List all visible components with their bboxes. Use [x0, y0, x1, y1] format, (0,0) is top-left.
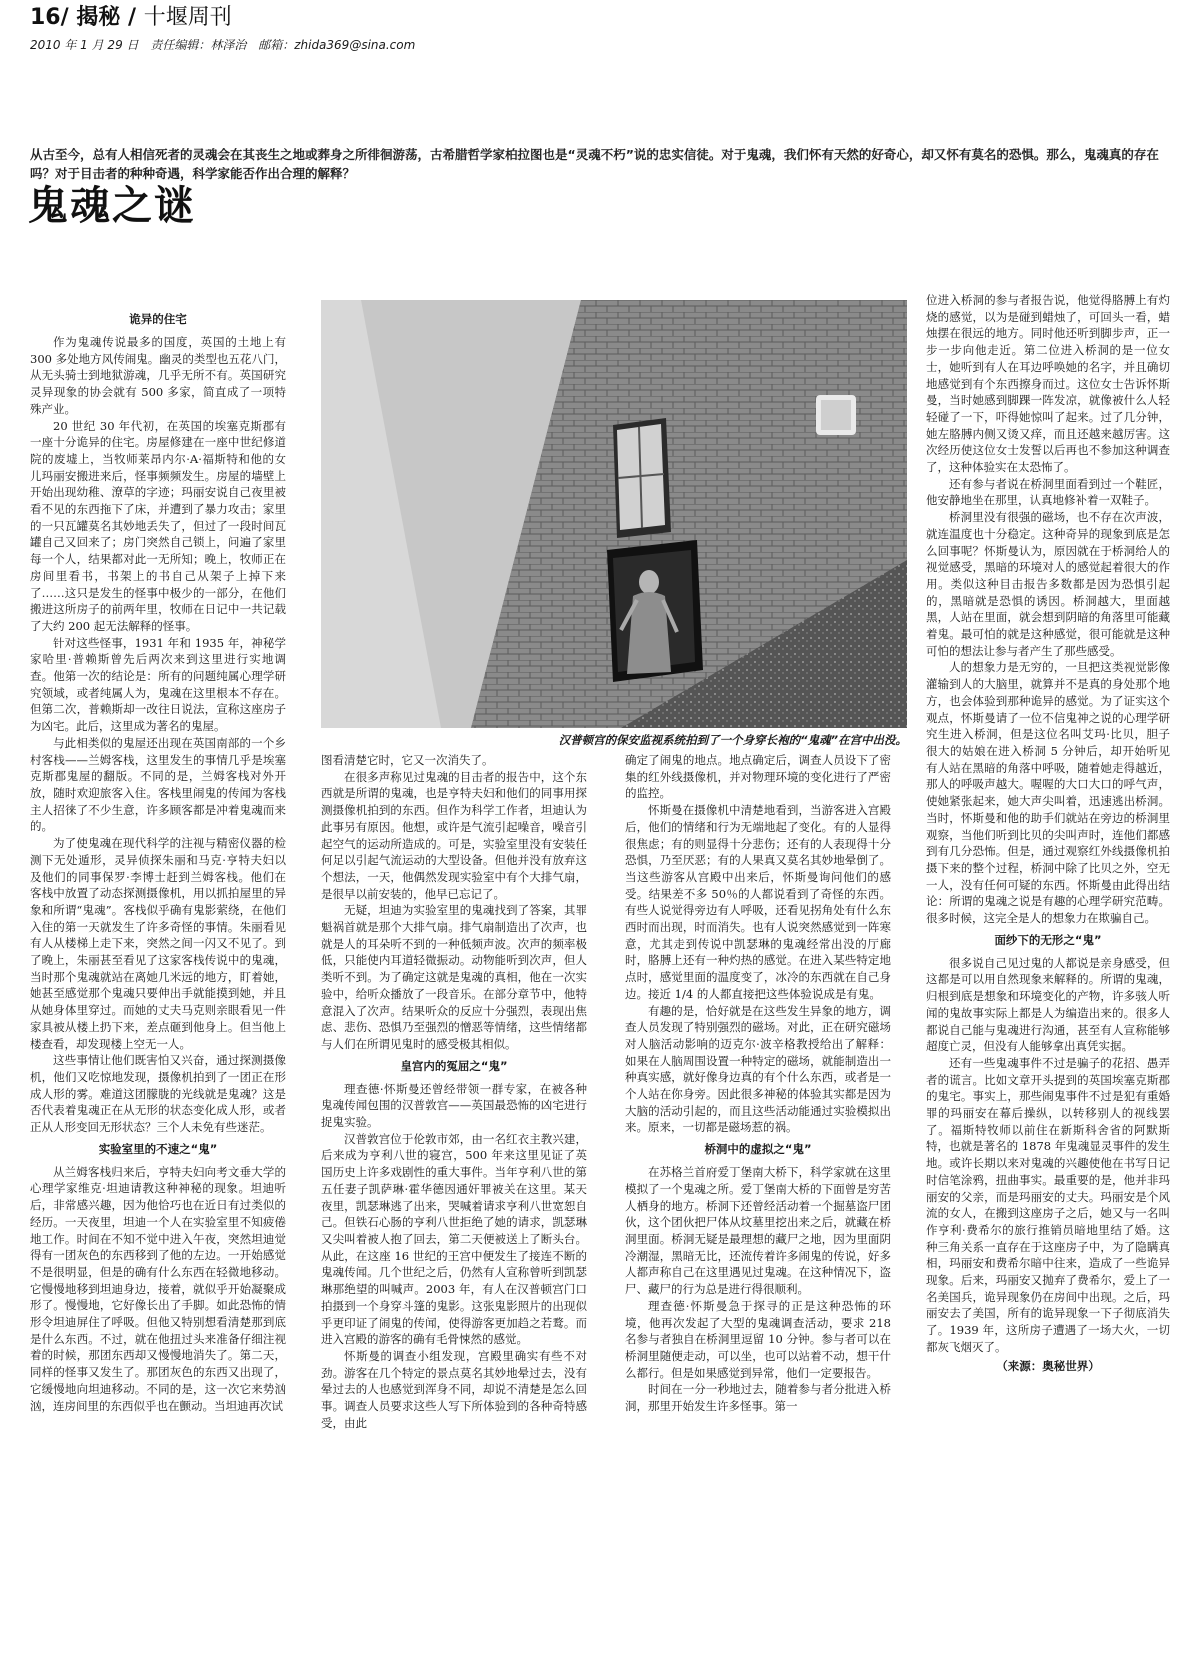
page-header: 16/ 揭秘 / 十堰周刊	[30, 5, 232, 30]
paragraph: 无疑，坦迪为实验室里的鬼魂找到了答案，其罪魁祸首就是那个大排气扇。排气扇制造出了次声，也就是人的耳朵听不到的一种低频声波。次声的频率极低，只能使内耳道轻微振动。动物能听到次声，但人类听不到。为了确定这就是鬼魂的真相，他在一次实验中，给听众播放了一段音乐。在部分章节中，他特意混入了次声。结果听众的反应十分强烈，表现出焦虑、悲伤、恐惧乃至强烈的憎恶等情绪，这些情绪都与人们在所谓见鬼时的感受极其相似。	[321, 903, 587, 1051]
editor-credit: 责任编辑：林泽治	[150, 38, 247, 52]
paragraph: 这些事情让他们既害怕又兴奋，通过探测摄像机，他们又吃惊地发现，摄像机拍到了一团正在形成人形的雾。难道这团朦胧的光线就是鬼魂？这是否代表着鬼魂正在从无形的状态变化成人形，或者正从人形变回无形状态？三个人未免有些迷茫。	[30, 1053, 286, 1135]
paragraph: 位进入桥洞的参与者报告说，他觉得胳膊上有灼烧的感觉，以为是碰到蜡烛了，可回头一看，蜡烛摆在很远的地方。同时他还听到脚步声，正一步一步向他走近。第二位进入桥洞的是一位女士，她听到有人在耳边呼唤她的名字，并且确切地感觉到有个东西擦身而过。这位女士告诉怀斯曼，当时她感到脚踝一阵发凉，就像被什么人轻轻碰了一下，吓得她惊叫了起来。过了几分钟，她左胳膊内侧又烫又痒，而且还越来越厉害。这次经历使这位女士发誓以后再也不参加这种调查了，这种体验实在太恐怖了。	[926, 293, 1170, 475]
headline: 鬼魂之谜	[28, 183, 196, 229]
page-number: 16	[30, 5, 61, 30]
paragraph: 桥洞里没有很强的磁场，也不存在次声波，就连温度也十分稳定。这种奇异的现象到底是怎么回事呢？怀斯曼认为，原因就在于桥洞给人的视觉感受，黑暗的环境对人的感觉起着很大的作用。类似这种目击报告多数都是因为恐惧引起的，黑暗就是恐惧的诱因。桥洞越大，里面越黑，人站在里面，就会想到阴暗的角落里可能藏着鬼。最可怕的就是这种感觉，很可能就是这种可怕的想法让参与者产生了那些感受。	[926, 510, 1170, 658]
paragraph: 理查德·怀斯曼还曾经带领一群专家，在被各种鬼魂传闻包围的汉普敦宫——英国最恐怖的凶宅进行捉鬼实验。	[321, 1081, 587, 1130]
section-heading: 面纱下的无形之“鬼”	[994, 932, 1102, 947]
paragraph: 理查德·怀斯曼急于探寻的正是这种恐怖的环境，他再次发起了大型的鬼魂调查活动，要求 218 名参与者独自在桥洞里逗留 10 分钟。参与者可以在桥洞里随便走动，可以坐，也可以站着不动，想干什么都行。但是如果感觉到异常，他们一定要报告。	[625, 1298, 891, 1380]
paragraph: 为了使鬼魂在现代科学的注视与精密仪器的检测下无处遁形，灵异侦探朱丽和马克·亨特夫妇以及他们的同事保罗·李博士赶到兰姆客栈。他们在客栈中放置了动态探测摄像机，用以抓拍屋里的异象和所谓“鬼魂”。客栈似乎确有鬼影萦绕，在他们入住的第一天就发生了许多奇怪的事情。朱丽看见有人从楼梯上走下来，突然之间一闪又不见了。到了晚上，朱丽甚至看见了这家客栈传说中的鬼魂，当时那个鬼魂就站在离她几米远的地方，盯着她，她甚至感觉那个鬼魂只要伸出手就能摸到她，并且从她身体里穿过。而她的丈夫马克则亲眼看见一件家具被从楼上扔下来，差点砸到他身上。但当他上楼查看，却发现楼上空无一人。	[30, 836, 286, 1051]
paragraph: 人的想象力是无穷的，一旦把这类视觉影像灌输到人的大脑里，就算并不是真的身处那个地方，也会体验到那种诡异的感觉。为了证实这个观点，怀斯曼请了一位不信鬼神之说的心理学研究生进入桥洞，但是这位名叫艾玛·比贝，胆子很大的姑娘在进入桥洞 5 分钟后，却开始听见有人站在黑暗的角落中呼吸，随着她走得越近，那人的呼吸声越大。喔喔的大口大口的呼气声，使她紧张起来，她大声尖叫着，迅速逃出桥洞。当时，怀斯曼和他的助手们就站在旁边的桥洞里观察，当他们听到比贝的尖叫声时，连他们都感到有几分恐怖。但是，通过观察红外线摄像机拍摄下来的整个过程，桥洞中除了比贝之外，空无一人，没有任何可疑的东西。怀斯曼由此得出结论：所谓的鬼魂之说是有趣的心理学研究范畴。很多时候，这完全是人的想象力在欺骗自己。	[926, 660, 1170, 926]
lead-paragraph: 从古至今，总有人相信死者的灵魂会在其丧生之地或葬身之所徘徊游荡，古希腊哲学家柏拉图也是“灵魂不朽”说的忠实信徒。对于鬼魂，我们怀有天然的好奇心，却又怀有莫名的恐惧。那么，鬼魂真的存在吗？对于目击者的种种奇遇，科学家能否作出合理的解释？	[30, 147, 1159, 181]
paragraph: 怀斯曼在摄像机中清楚地看到，当游客进入宫殿后，他们的情绪和行为无端地起了变化。有的人显得很焦虑；有的则显得十分悲伤；还有的人表现得十分恐惧，乃至厌恶；有的人果真又莫名其妙地晕倒了。当这些游客从宫殿中出来后，怀斯曼询问他们的感受。结果差不多 50％的人都说看到了奇怪的东西。有些人说觉得旁边有人呼吸，还看见拐角处有什么东西时而出现，时而消失。也有人说突然感觉到一阵寒意，尤其走到传说中凯瑟琳的鬼魂经常出没的厅廊时，胳膊上还有一种灼热的感觉。在进入某些特定地点时，感觉里面的温度变了，冰冷的东西就在自己身边。接近 1/4 的人都直接把这些体验说成是有鬼。	[625, 803, 891, 1001]
photo-caption: 汉普顿宫的保安监视系统拍到了一个身穿长袍的“鬼魂”在宫中出没。	[558, 733, 907, 747]
article-column-4	[926, 292, 1170, 1676]
paragraph: 在苏格兰首府爱丁堡南大桥下，科学家就在这里模拟了一个鬼魂之所。爱丁堡南大桥的下面曾是穷苦人栖身的地方。桥洞下还曾经活动着一个掘墓盗尸团伙，这个团伙把尸体从坟墓里挖出来之后，就藏在桥洞里面。桥洞无疑是最理想的藏尸之地，因为里面阴冷潮湿，黑暗无比，还流传着许多闹鬼的传说，好多人都声称自己在这里遇见过鬼魂。在这种情况下，盗尸、藏尸的行为总是进行得很顺利。	[625, 1165, 891, 1297]
issue-date: 2010 年 1 月 29 日	[30, 38, 139, 52]
paragraph: 有趣的是，恰好就是在这些发生异象的地方，调查人员发现了特别强烈的磁场。对此，正在研究磁场对人脑活动影响的迈克尔·波辛格教授给出了解释：如果在人脑周围设置一种特定的磁场，就能制造出一种真实感，就好像身边真的有个什么东西，或者是一个人站在你身旁。因此很多神秘的体验其实都是因为大脑的活动引起的，而且这些活动能通过实验模拟出来。原来，一切都是磁场惹的祸。	[625, 1003, 891, 1135]
paragraph: 从兰姆客栈归来后，亨特夫妇向考文垂大学的心理学家维克·坦迪请教这种神秘的现象。坦迪听后，非常感兴趣，因为他恰巧也在近日有过类似的经历。一天夜里，坦迪一个人在实验室里不知疲倦地工作。时间在不知不觉中进入午夜，突然坦迪觉得有一团灰色的东西移到了他的左边。一开始感觉不是很明显，但是的确有什么东西在轻微地移动。它慢慢地移到坦迪身边，接着，就似乎开始凝聚成形了。慢慢地，它好像长出了手脚。如此恐怖的情形令坦迪屏住了呼吸。但他又特别想看清楚那到底是什么东西。不过，就在他扭过头来准备仔细注视着的时候，那团东西却又慢慢地消失了。第二天，同样的怪事又发生了。那团灰色的东西又出现了，它缓慢地向坦迪移动。不同的是，这一次它来势汹汹，连房间里的东西似乎也在颤动。当坦迪再次试	[30, 1164, 286, 1413]
section-heading: 实验室里的不速之“鬼”	[98, 1141, 218, 1156]
article-column-1	[30, 306, 286, 1676]
paragraph: 汉普敦宫位于伦敦市郊，由一名红衣主教兴建，后来成为亨利八世的寝宫，500 年来这里见证了英国历史上许多戏剧性的重大事件。当年亨利八世的第五任妻子凯萨琳·霍华德因通奸罪被关在这里。某天夜里，凯瑟琳逃了出来，哭喊着请求亨利八世宽恕自己。但铁石心肠的亨利八世拒绝了她的请求，凯瑟琳又尖叫着被人抱了回去，第二天便被送上了断头台。从此，在这座 16 世纪的王宫中便发生了接连不断的鬼魂传闻。几个世纪之后，仍然有人宣称曾听到凯瑟琳那绝望的叫喊声。2003 年，有人在汉普顿宫门口拍摄到一个身穿斗篷的鬼影。这张鬼影照片的出现似乎更印证了闹鬼的传闻，使得游客更加趋之若鹜。而进入宫殿的游客的确有毛骨悚然的感觉。	[321, 1131, 587, 1347]
paragraph: 还有参与者说在桥洞里面看到过一个鞋匠，他安静地坐在那里，认真地修补着一双鞋子。	[926, 476, 1170, 508]
section-name: 揭秘	[76, 5, 121, 30]
paragraph: 很多说自己见过鬼的人都说是亲身感受，但这都是可以用自然现象来解释的。所谓的鬼魂，归根到底是想象和环境变化的产物，许多骇人听闻的鬼故事实际上都是人为编造出来的。很多人都说自己能与鬼魂进行沟通，甚至有人宣称能够超度亡灵，但没有人能够拿出真凭实据。	[926, 955, 1170, 1054]
section-heading: 桥洞中的虚拟之“鬼”	[704, 1142, 812, 1157]
editor-email: 邮箱：zhida369@sina.com	[258, 38, 416, 52]
paragraph: 作为鬼魂传说最多的国度，英国的土地上有 300 多处地方风传闹鬼。幽灵的类型也五花八门，从无头骑士到地狱游魂，几乎无所不有。英国研究灵异现象的协会就有 500 多家，简直成了一项特殊产业。	[30, 335, 286, 416]
article-column-2	[321, 752, 587, 1676]
paragraph: 针对这些怪事，1931 年和 1935 年，神秘学家哈里·普赖斯曾先后两次来到这里进行实地调查。他第一次的结论是：所有的问题纯属心理学研究领域，或者纯属人为，鬼魂在这里根本不存在。但第二次，普赖斯却一改往日说法，宣称这座房子为凶宅。此后，这里成为著名的鬼屋。	[30, 635, 286, 734]
section-heading: 诡异的住宅	[129, 312, 187, 326]
paragraph: 20 世纪 30 年代初，在英国的埃塞克斯郡有一座十分诡异的住宅。房屋修建在一座中世纪修道院的废墟上，当牧师莱昂内尔·A·福斯特和他的女儿玛丽安搬进来后，怪事频频发生。房屋的墙壁上开始出现幼稚、潦草的字迹；玛丽安说自己夜里被看不见的东西拖下了床，并遭到了暴力攻击；家里的一只瓦罐莫名其妙地丢失了，但过了一段时间瓦罐自己又回来了；房门突然自己锁上，问遍了家里每一个人，结果都对此一无所知；晚上，牧师正在房间里看书，书架上的书自己从架子上掉下来了……这只是发生的怪事中极少的一部分，在他们搬进这所房子的前两年里，牧师在日记中一共记载了大约 200 起无法解释的怪事。	[30, 418, 286, 633]
paper-name: 十堰周刊	[143, 5, 232, 30]
section-heading: 皇宫内的冤屈之“鬼”	[400, 1058, 508, 1073]
paragraph: 时间在一分一秒地过去，随着参与者分批进入桥洞，那里开始发生许多怪事。第一	[625, 1382, 891, 1414]
masthead	[30, 4, 1170, 54]
paragraph: 在很多声称见过鬼魂的目击者的报告中，这个东西就是所谓的鬼魂，也是亨特夫妇和他们的同事用探测摄像机拍到的东西。但作为科学工作者，坦迪认为此事另有原因。他想，或许是气流引起噪音，噪音引起空气的运动所造成的。可是，实验室里没有安装任何足以引起气流运动的大型设备。但他并没有放弃这个想法，一天，他偶然发现实验室中有个大排气扇，是很早以前安装的，他早已忘记了。	[321, 769, 587, 901]
paragraph: 确定了闹鬼的地点。地点确定后，调查人员设下了密集的红外线摄像机，并对物理环境的变化进行了严密的监控。	[625, 753, 891, 801]
ghost-photo	[321, 300, 907, 728]
paragraph: 图看清楚它时，它又一次消失了。	[321, 753, 494, 767]
paragraph: 怀斯曼的调查小组发现，宫殿里确实有些不对劲。游客在几个特定的景点莫名其妙地晕过去，没有晕过去的人也感觉到浑身不同，却说不清楚是怎么回事。调查人员要求这些人写下所体验到的各种奇特感受，由此	[321, 1348, 587, 1430]
article-column-3	[625, 752, 891, 1676]
paragraph: 还有一些鬼魂事件不过是骗子的花招、愚弄者的谎言。比如文章开头提到的英国埃塞克斯郡的鬼宅。事实上，那些闹鬼事件不过是犯有重婚罪的玛丽安在幕后操纵，以转移别人的视线罢了。福斯特牧师以前住在新斯科舍省的阿默斯特，也就是著名的 1878 年鬼魂显灵事件的发生地。或许长期以来对鬼魂的兴趣使他在书写日记时信笔涂鸦，扭曲事实。最重要的是，他并非玛丽安的父亲，而是玛丽安的丈夫。玛丽安是个风流的女人，在搬到这座房子之后，她又与一名叫作亨利·费希尔的旅行推销员暗地里结了婚。这种三角关系一直存在于这座房子中，为了隐瞒真相，玛丽安和费希尔暗中往来，造成了一些诡异现象。后来，玛丽安又抛弃了费希尔，爱上了一名美国兵，诡异现象仍在房间中出现。之后，玛丽安去了美国，所有的诡异现象一下子彻底消失了。1939 年，这所房子遭遇了一场大火，一切都灰飞烟灭了。	[926, 1055, 1170, 1354]
source-credit: （来源：奥秘世界）	[996, 1358, 1100, 1373]
page-meta	[30, 36, 1170, 54]
paragraph: 与此相类似的鬼屋还出现在英国南部的一个乡村客栈——兰姆客栈，这里发生的事情几乎是埃塞克斯郡鬼屋的翻版。不同的是，兰姆客栈对外开放，随时欢迎旅客入住。客栈里闹鬼的传闻为客栈主人招徕了不少生意，许多顾客都是冲着鬼魂而来的。	[30, 735, 286, 834]
